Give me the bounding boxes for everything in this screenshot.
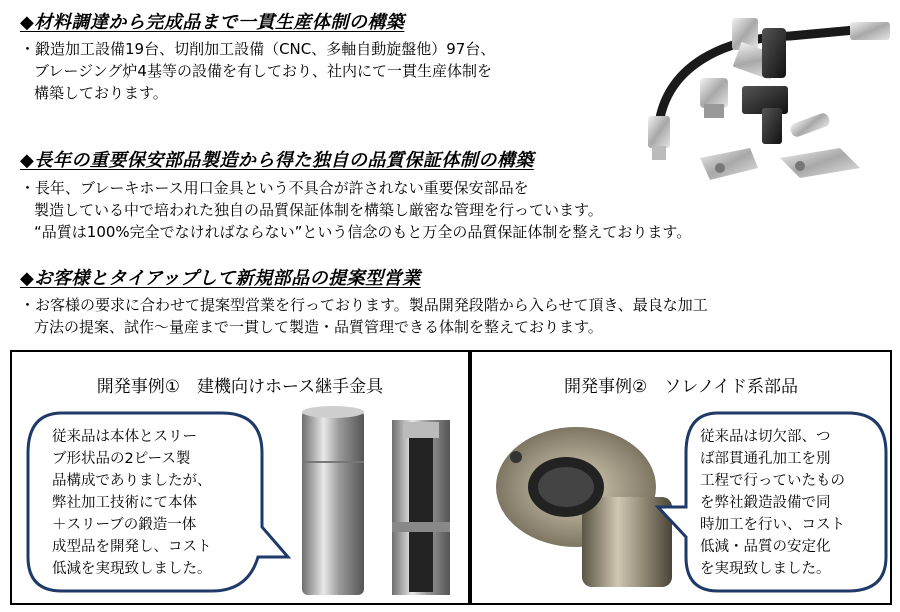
case-title: 開発事例① 建機向けホース継手金具 [96, 377, 384, 397]
bubble-line: ＋スリーブの鍛造一体 [52, 517, 197, 533]
text-line: ・お客様の要求に合わせて提案型営業を行っております。製品開発段階から入らせて頂き、最良な加工 [20, 296, 708, 314]
case-panel-hose-fitting [10, 350, 470, 605]
bubble-line: ば部貫通孔加工を別 [700, 451, 831, 467]
text-line: “品質は100%完全でなければならない”という信念のもと万全の品質保証体制を整えております。 [34, 223, 692, 241]
text-line: ・長年、ブレーキホース用口金具という不具合が許されない重要保安部品を [20, 179, 529, 197]
bubble-line: 低減・品質の安定化 [700, 539, 831, 555]
bubble-line: 低減を実現致しました。 [52, 561, 212, 577]
section-text-proposal-sales [20, 294, 708, 338]
bubble-line: 従来品は切欠部、つ [700, 429, 831, 445]
bubble-line: 品構成でありましたが、 [52, 473, 212, 489]
bubble-line: 従来品は本体とスリー [52, 429, 197, 445]
section-heading-integrated-production: ◆材料調達から完成品まで一貫生産体制の構築 [20, 12, 405, 33]
text-line: 構築しております。 [34, 84, 168, 102]
section-heading-quality-assurance: ◆長年の重要保安部品製造から得た独自の品質保証体制の構築 [20, 150, 534, 171]
bubble-line: 工程で行っていたもの [700, 473, 845, 489]
product-photo-hoses [640, 8, 892, 190]
photo-hose-fitting [297, 402, 467, 602]
text-line: 製造している中で培われた独自の品質保証体制を構築し厳密な管理を行っています。 [34, 201, 603, 219]
section-text-quality-assurance [20, 177, 691, 243]
bubble-line: 弊社加工技術にて本体 [52, 495, 197, 511]
text-line: ・鍛造加工設備19台、切削加工設備（CNC、多軸自動旋盤他）97台、 [20, 40, 496, 58]
case-title: 開発事例② ソレノイド系部品 [563, 377, 799, 397]
text-line: ブレージング炉4基等の設備を有しており、社内にて一貫生産体制を [34, 62, 492, 80]
case-panel-solenoid [470, 350, 892, 605]
bubble-line: を実現致しました。 [700, 561, 831, 577]
bubble-line: ブ形状品の2ピース製 [52, 451, 191, 467]
bubble-line: 時加工を行い、コスト [700, 517, 845, 533]
section-text-integrated-production [20, 38, 495, 104]
bubble-line: 成型品を開発し、コスト [52, 539, 212, 555]
section-heading-proposal-sales: ◆お客様とタイアップして新規部品の提案型営業 [20, 268, 421, 289]
text-line: 方法の提案、試作～量産まで一貫して製造・品質管理できる体制を整えております。 [34, 318, 603, 336]
case-description [52, 426, 212, 580]
case-description [700, 426, 845, 580]
bubble-line: を弊社鍛造設備で同 [700, 495, 831, 511]
